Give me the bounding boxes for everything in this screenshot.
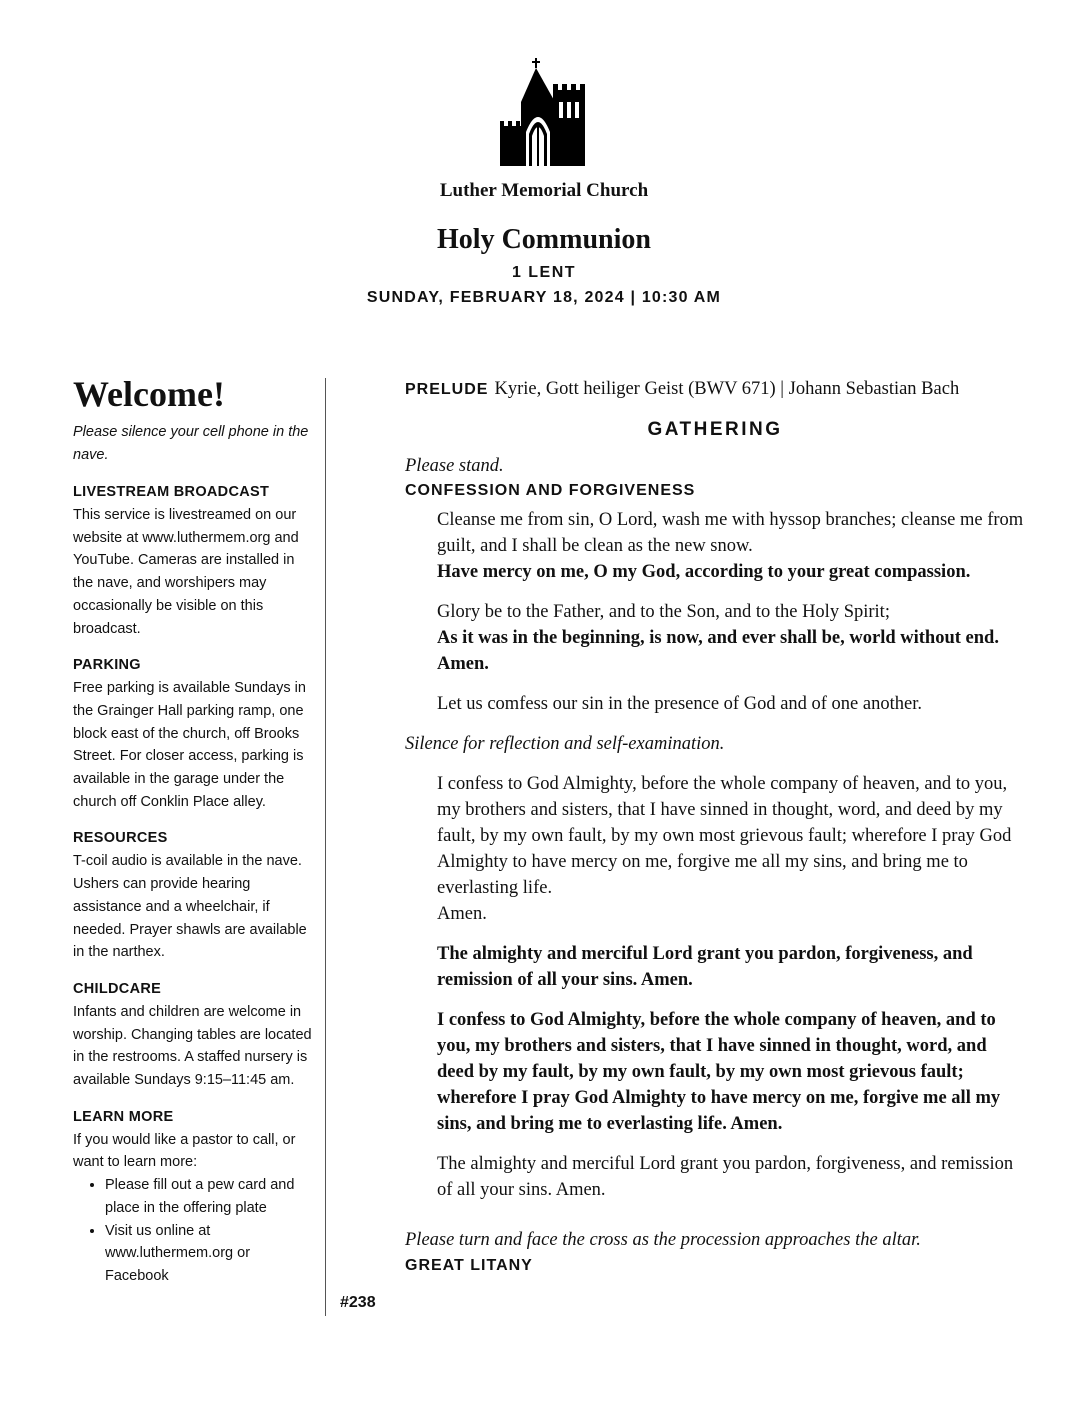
church-name: Luther Memorial Church (439, 180, 649, 201)
column-divider (325, 378, 326, 1316)
hymn-number: #238 (340, 1294, 376, 1311)
leader-text: Glory be to the Father, and to the Son, and to the Holy Spirit; (437, 602, 890, 622)
childcare-section (73, 978, 315, 1092)
confession-leader-block (405, 771, 1025, 927)
list-item: • Visit us online at www.luthermem.org or Facebook (105, 1220, 315, 1288)
section-text: This service is livestreamed on our website at www.luthermem.org and YouTube. Cameras are installed in the nave, and worshipers may occasionally be visible on this broadcast. (73, 507, 299, 637)
leader-text: I confess to God Almighty, before the whole company of heaven, and to you, my brothers and sisters, that I have sinned in thought, word, and deed by my fault, by my own fault, by my own most grievous fault; wherefore I pray God Almighty to have mercy on me, forgive me all my sins, and bring me to everlasting life. (437, 774, 1012, 898)
welcome-heading: Welcome! (73, 374, 225, 414)
learn-more-list (73, 1174, 315, 1288)
cell-phone-note: Please silence your cell phone in the nave. (73, 424, 309, 463)
absolution-response-block: The almighty and merciful Lord grant you pardon, forgiveness, and remission of all your sins. Amen. (437, 944, 973, 990)
section-text: Infants and children are welcome in worship. Changing tables are located in the restrooms. A staffed nursery is available Sundays 9:15–11:45 am. (73, 1003, 312, 1089)
section-text: Free parking is available Sundays in the Grainger Hall parking ramp, one block east of the church, off Brooks Street. For closer access, parking is available in the garage under the church off Conklin Place alley. (73, 680, 306, 810)
gathering-heading: GATHERING (647, 419, 783, 440)
amen-text: Amen. (437, 904, 487, 924)
invitation-block (405, 691, 1025, 717)
people-confession-block: I confess to God Almighty, before the whole company of heaven, and to you, my brothers and sisters, that I have sinned in thought, word, and deed by my fault, by my own fault, by my own most grievous fault; wherefore I pray God Almighty to have mercy on me, forgive me all my sins, and bring me to everlasting life. Amen. (437, 1010, 1001, 1134)
gloria-patri-block (405, 599, 1025, 677)
prelude-text: Kyrie, Gott heiliger Geist (BWV 671) | Johann Sebastian Bach (494, 379, 960, 399)
people-response: As it was in the beginning, is now, and ever shall be, world without end. Amen. (437, 628, 999, 674)
people-response: Have mercy on me, O my God, according to your great compassion. (437, 562, 971, 582)
service-title: Holy Communion (437, 224, 651, 255)
service-date-time: SUNDAY, FEBRUARY 18, 2024 | 10:30 AM (366, 289, 722, 306)
section-text: If you would like a pastor to call, or want to learn more: (73, 1131, 296, 1171)
please-stand-rubric: Please stand. (405, 456, 504, 476)
great-litany-heading: GREAT LITANY (405, 1257, 533, 1274)
prelude-line (405, 374, 1025, 405)
leader-text: Cleanse me from sin, O Lord, wash me with hyssop branches; cleanse me from guilt, and I shall be clean as the new snow. (437, 510, 1024, 556)
welcome-sidebar (73, 370, 315, 1288)
prelude-label: PRELUDE (405, 381, 489, 398)
church-silhouette-icon (497, 58, 591, 166)
learn-more-section (73, 1106, 315, 1288)
resources-section (73, 827, 315, 964)
absolution-leader-block: The almighty and merciful Lord grant you pardon, forgiveness, and remission of all your sins. Amen. (437, 1154, 1014, 1200)
section-title: LEARN MORE (73, 1108, 174, 1125)
order-of-worship (405, 374, 1025, 1279)
confession-heading: CONFESSION AND FORGIVENESS (405, 482, 696, 499)
section-title: RESOURCES (73, 830, 168, 847)
parking-section (73, 654, 315, 813)
section-title: CHILDCARE (73, 980, 162, 997)
section-title: LIVESTREAM BROADCAST (73, 484, 270, 500)
silence-rubric: Silence for reflection and self-examination. (405, 734, 725, 754)
livestream-section (73, 481, 315, 640)
list-item: • Please fill out a pew card and place in the offering plate (105, 1174, 315, 1219)
confession-block-1 (405, 507, 1025, 585)
procession-rubric: Please turn and face the cross as the procession approaches the altar. (405, 1230, 921, 1250)
liturgical-season: 1 LENT (511, 264, 577, 281)
leader-text: Let us comfess our sin in the presence of God and of one another. (437, 694, 922, 714)
section-title: PARKING (73, 657, 141, 674)
section-text: T-coil audio is available in the nave. Ushers can provide hearing assistance and a wheelchair, if needed. Prayer shawls are available in the narthex. (73, 853, 307, 961)
